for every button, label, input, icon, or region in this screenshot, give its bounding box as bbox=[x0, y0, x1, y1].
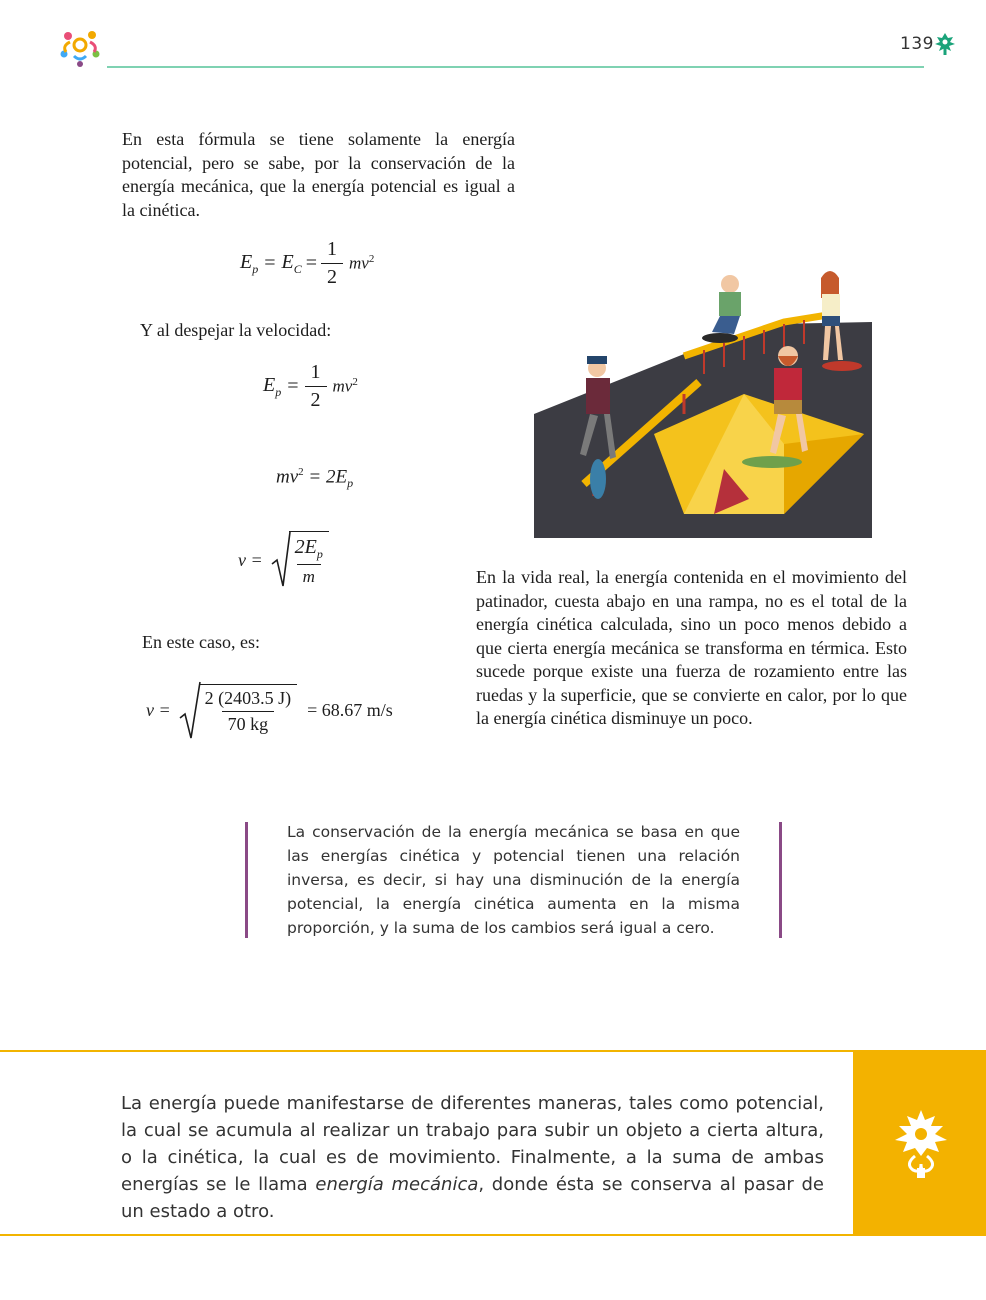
white-tree-icon bbox=[891, 1108, 951, 1180]
eq5-denominator: 70 kg bbox=[222, 711, 275, 735]
skatepark-illustration bbox=[534, 264, 874, 538]
callout-bar-left bbox=[245, 822, 248, 938]
eq2-equals: = bbox=[287, 375, 299, 397]
equation-potential-half-mv2 bbox=[263, 361, 358, 412]
callout-bar-right bbox=[779, 822, 782, 938]
eq5-lhs: v = bbox=[146, 699, 171, 720]
intro-paragraph: En esta fórmula se tiene solamente la energía potencial, pero se sabe, por la conservación de la energía mecánica, que la energía potencial es igual a la cinética. bbox=[122, 129, 515, 220]
eq2-denominator: 2 bbox=[305, 386, 327, 412]
sqrt-symbol-2 bbox=[179, 680, 201, 740]
eq3-sub: p bbox=[347, 476, 354, 491]
eq4-denominator: m bbox=[297, 564, 321, 587]
summary-text-part1: La energía puede manifestarse de diferentes maneras, tales como potencial, la cual se acumula al realizar un trabajo para subir un objeto a cierta altura, o la cinética, la cual es de movimiento. Finalmente, a la suma de ambas energías se le llama bbox=[121, 1093, 824, 1195]
summary-top-rule bbox=[0, 1050, 853, 1052]
eq5-fraction bbox=[199, 684, 298, 735]
header-rule bbox=[107, 66, 924, 68]
eq3-exp: 2 bbox=[298, 466, 304, 478]
eq2-numerator: 1 bbox=[310, 361, 321, 383]
skater-top bbox=[702, 275, 741, 343]
eq3-mv: mv bbox=[276, 466, 299, 488]
summary-text-emphasis: energía mecánica bbox=[315, 1174, 479, 1195]
eq1-ec: $E_C$ bbox=[281, 250, 302, 276]
eq5-numerator: 2 (2403.5 J) bbox=[204, 687, 292, 708]
sqrt-symbol bbox=[271, 530, 291, 590]
equation-potential-equals-kinetic bbox=[240, 238, 374, 289]
header-logo-right bbox=[934, 32, 956, 56]
friction-paragraph: En la vida real, la energía contenida en el movimiento del patinador, cuesta abajo en una rampa, no es el total de la energía cinética calculada, sino un poco menos debido a que cierta energía mecánica se transforma en térmica. Esto sucede porque existe una fuerza de rozamiento entre las ruedas y la superficie, que se convierte en calor, por lo que la energía cinética disminuye un poco. bbox=[476, 567, 907, 728]
eq4-lhs: v = bbox=[238, 549, 263, 570]
summary-text bbox=[121, 1090, 824, 1225]
eq1-ep: $E_p$ bbox=[240, 250, 259, 276]
header-logo-left bbox=[58, 26, 102, 68]
eq1-equals-2: = bbox=[305, 252, 318, 274]
colorful-sun-figures-icon bbox=[58, 26, 102, 68]
equation-mv2-equals-2ep bbox=[276, 466, 353, 491]
eq2-mv2: $mv^2$ bbox=[332, 376, 358, 396]
eq1-fraction bbox=[321, 238, 343, 289]
caso-label: En este caso, es: bbox=[142, 632, 260, 652]
summary-bottom-rule bbox=[0, 1234, 853, 1236]
callout-text: La conservación de la energía mecánica se basa en que las energías cinética y potencial tienen una relación inversa, es decir, si hay una disminución de la energía potencial, la energía cinética aumenta en la misma proporción, y la suma de los cambios será igual a cero. bbox=[287, 823, 740, 937]
eq2-fraction bbox=[305, 361, 327, 412]
eq4-fraction bbox=[289, 531, 329, 587]
eq1-denominator: 2 bbox=[321, 263, 343, 289]
equation-velocity-formula bbox=[238, 530, 329, 590]
eq3-rhs: = 2E bbox=[308, 466, 348, 488]
eq2-ep: $E_p$ bbox=[263, 373, 282, 399]
despejar-label: Y al despejar la velocidad: bbox=[140, 320, 332, 340]
green-tree-icon bbox=[934, 32, 956, 56]
eq1-mv2: $mv^2$ bbox=[349, 253, 375, 273]
eq4-numerator: $2E_p$ bbox=[294, 536, 323, 561]
eq1-numerator: 1 bbox=[327, 238, 338, 260]
eq5-result: = 68.67 m/s bbox=[307, 699, 393, 720]
equation-velocity-result bbox=[146, 680, 393, 740]
eq1-equals: = bbox=[264, 252, 276, 274]
summary-icon-box bbox=[853, 1050, 986, 1236]
page-number: 139 bbox=[900, 34, 934, 54]
summary-text-part2: , donde ésta se conserva al pasar de un estado a otro. bbox=[121, 1174, 824, 1222]
